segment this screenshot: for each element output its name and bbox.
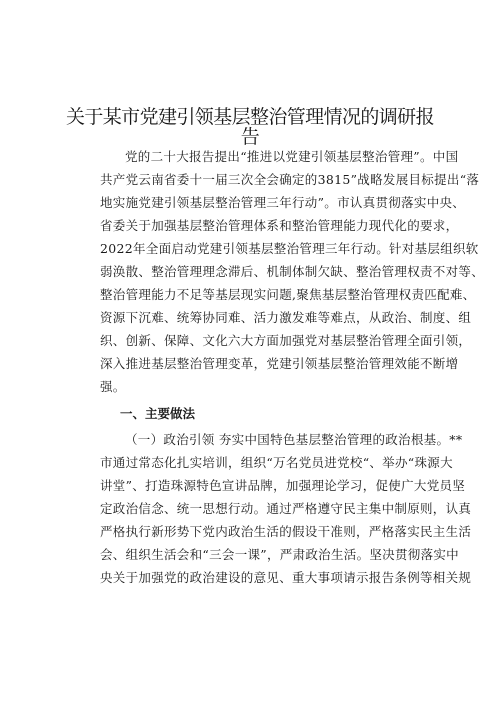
- paragraph-line: 严格执行新形势下党内政治生活的假设干准则，严格落实民主生活: [100, 524, 472, 539]
- paragraph-line: 讲堂”、打造珠源特色宣讲品牌，加强理论学习，促使广大党员坚: [100, 478, 466, 493]
- paragraph-line: 强。: [100, 379, 126, 394]
- paragraph-line: 省委关于加强基层整治管理体系和整治管理能力现代化的要求，: [100, 218, 459, 233]
- title-line: 告: [240, 126, 260, 148]
- paragraph-line: 深入推进基层整治管理变革，党建引领基层整治管理效能不断增: [100, 356, 459, 371]
- paragraph-line: 织、创新、保障、文化六大方面加强党对基层整治管理全面引领，: [100, 333, 472, 348]
- paragraph-line: （一）政治引领 夯实中国特色基层整治管理的政治根基。**: [125, 432, 463, 447]
- paragraph-line: 弱涣散、整治管理理念滞后、机制体制欠缺、整治管理权责不对等、: [100, 264, 485, 279]
- section-paragraph: [100, 428, 472, 589]
- paragraph-line: 定政治信念、统一思想行动。通过严格遵守民主集中制原则，认真: [100, 501, 472, 516]
- paragraph-line: 地实施党建引领基层整治管理三年行动”。市认真贯彻落实中央、: [100, 195, 466, 210]
- document-title: [60, 107, 440, 147]
- paragraph-line: 会、组织生活会和“三会一课”，严肃政治生活。坚决贯彻落实中: [100, 547, 459, 562]
- paragraph-line: 资源下沉难、统筹协同难、活力激发难等难点，从政治、制度、组: [100, 310, 472, 325]
- intro-paragraph: [100, 145, 485, 398]
- title-line: 关于某市党建引领基层整治管理情况的调研报: [65, 106, 434, 128]
- paragraph-line: 央关于加强党的政治建设的意见、重大事项请示报告条例等相关规: [100, 570, 472, 585]
- paragraph-line: 整治管理能力不足等基层现实问题,聚焦基层整治管理权责匹配难、: [100, 287, 476, 302]
- paragraph-line: 2022年全面启动党建引领基层整治管理三年行动。针对基层组织软: [100, 241, 479, 256]
- paragraph-line: 共产党云南省委十一届三次全会确定的3815”战略发展目标提出“落: [100, 172, 480, 187]
- paragraph-line: 党的二十大报告提出“推进以党建引领基层整治管理”。中国: [125, 149, 459, 164]
- section-heading: 一、主要做法: [120, 406, 196, 421]
- paragraph-line: 市通过常态化扎实培训，组织“万名党员进党校“、举办“珠源大: [100, 455, 453, 470]
